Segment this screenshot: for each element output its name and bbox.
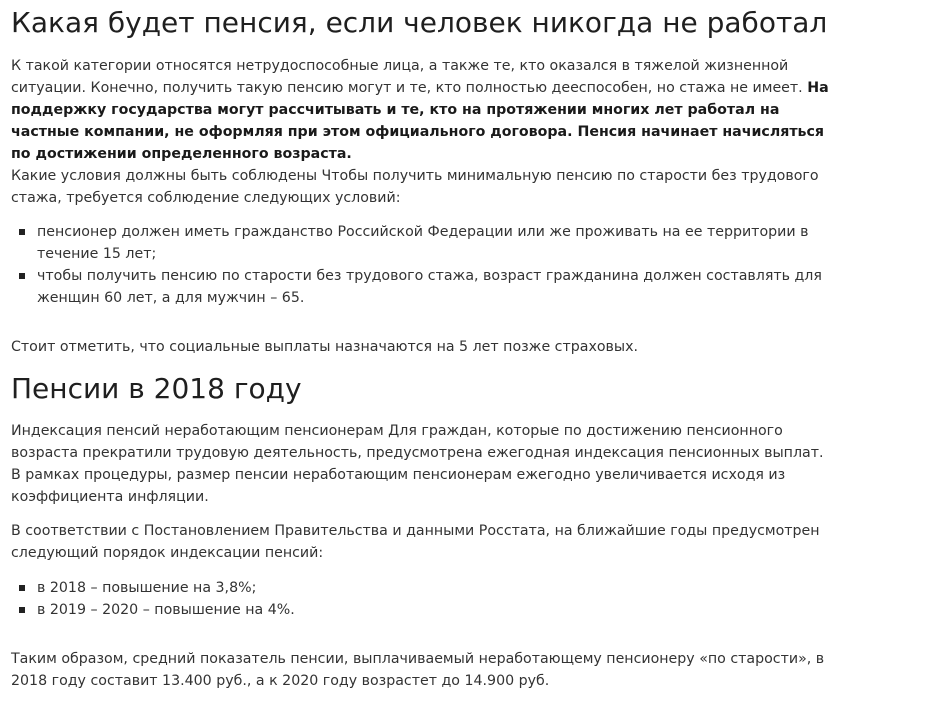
list-item — [11, 265, 841, 309]
list-item — [11, 599, 841, 621]
section-title-no-work-pension: Какая будет пенсия, если человек никогда не работал — [11, 6, 828, 39]
conditions-intro-paragraph: Какие условия должны быть соблюдены Чтобы получить минимальную пенсию по старости без трудового стажа, требуется соблюдение следующих условий: — [11, 168, 819, 206]
intro-paragraph — [11, 55, 831, 165]
square-bullet-icon — [19, 273, 25, 279]
square-bullet-icon — [19, 607, 25, 613]
intro-plain-text: К такой категории относятся нетрудоспособные лица, а также те, кто оказался в тяжелой жизненной ситуации. Конечно, получить такую пенсию могут и те, кто полностью дееспособен, но стажа не имеет. — [11, 58, 803, 96]
square-bullet-icon — [19, 229, 25, 235]
list-item-text: пенсионер должен иметь гражданство Российской Федерации или же проживать на ее территории в течение 15 лет; — [37, 224, 809, 262]
list-item-text: чтобы получить пенсию по старости без трудового стажа, возраст гражданина должен составлять для женщин 60 лет, а для мужчин – 65. — [37, 268, 822, 306]
indexation-paragraph: Индексация пенсий неработающим пенсионерам Для граждан, которые по достижению пенсионного возраста прекратили трудовую деятельность, предусмотрена ежегодная индексация пенсионных выплат. В рамках процедуры, размер пенсии неработающим пенсионерам ежегодно увеличивается исходя из коэффициента инфляции. — [11, 423, 824, 505]
list-item — [11, 577, 841, 599]
list-item-text: в 2019 – 2020 – повышение на 4%. — [37, 602, 295, 618]
list-item — [11, 221, 841, 265]
social-payments-note: Стоит отметить, что социальные выплаты назначаются на 5 лет позже страховых. — [11, 339, 638, 355]
conditions-list — [11, 221, 841, 309]
indexation-order-list — [11, 577, 841, 621]
square-bullet-icon — [19, 585, 25, 591]
indexation-order-intro: В соответствии с Постановлением Правительства и данными Росстата, на ближайшие годы предусмотрен следующий порядок индексации пенсий: — [11, 523, 820, 561]
list-item-text: в 2018 – повышение на 3,8%; — [37, 580, 257, 596]
intro-bold-text: На поддержку государства могут рассчитывать и те, кто на протяжении многих лет работал на частные компании, не оформляя при этом официального договора. Пенсия начинает начисляться по достижении определенного возраста. — [11, 80, 829, 162]
conclusion-paragraph: Таким образом, средний показатель пенсии, выплачиваемый неработающему пенсионеру «по старости», в 2018 году составит 13.400 руб., а к 2020 году возрастет до 14.900 руб. — [11, 651, 825, 689]
section-title-pensions-2018: Пенсии в 2018 году — [11, 372, 302, 405]
